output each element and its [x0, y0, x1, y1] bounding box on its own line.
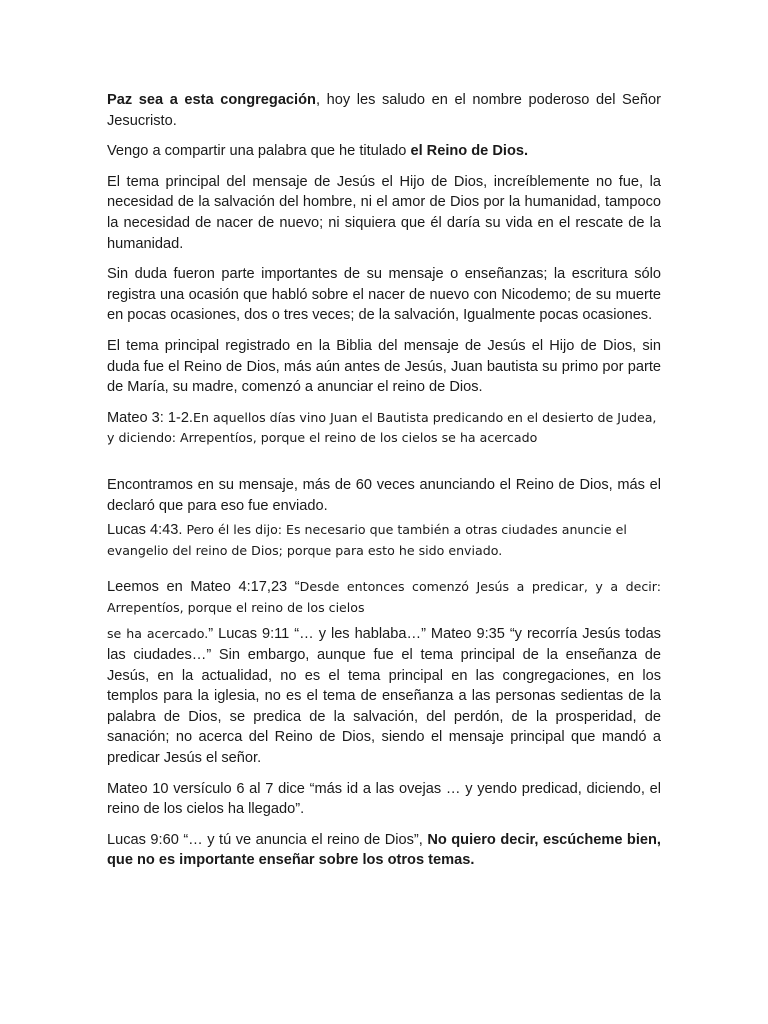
lucas-9-60-text: Lucas 9:60 “… y tú ve anuncia el reino de Dios”,: [107, 831, 428, 848]
sin-embargo-verse: se ha acercado.: [107, 626, 209, 642]
leemos-reference: Leemos en Mateo 4:17,23 “: [107, 579, 300, 596]
paragraph-teachings: Sin duda fueron parte importantes de su mensaje o enseñanzas; la escritura sólo registra una ocasión que habló sobre el nacer de nuevo con Nicodemo; de su muerte en pocas ocasiones, dos o tres veces; de la salvación, Igualmente pocas ocasiones.: [107, 266, 661, 324]
sin-embargo-text: ” Lucas 9:11 “… y les hablaba…” Mateo 9:35 “y recorría Jesús todas las ciudades…” Sin embargo, aunque fue el tema principal de la enseñanza de Jesús, en la actualidad, no es el tema principal en las congregaciones, en los templos para la iglesia, no es el tema de enseñanza a las personas sedientas de la palabra de Dios, se predica de la salvación, del perdón, de la prosperidad, de sanación; no acerca del Reino de Dios, siendo el mensaje principal que mandó a predicar Jesús el señor.: [107, 626, 661, 767]
title-intro-text: Vengo a compartir una palabra que he titulado: [107, 143, 411, 160]
leemos-verse: Desde entonces comenzó Jesús a predicar, y a decir: Arrepentíos, porque el reino de los cielos: [107, 579, 661, 615]
paragraph-lucas-9-60: [107, 830, 661, 871]
paragraph-mateo-3: [107, 408, 661, 449]
title-bold: el Reino de Dios.: [410, 143, 529, 160]
paragraph-lucas-4-43: [107, 520, 661, 561]
paragraph-kingdom-theme: El tema principal registrado en la Biblia del mensaje de Jesús el Hijo de Dios, sin duda fue el Reino de Dios, más aún antes de Jesús, Juan bautista su primo por parte de María, su madre, comenzó a anunciar el reino de Dios.: [107, 337, 661, 396]
paragraph-sin-embargo: [107, 624, 661, 768]
paragraph-mateo-10: Mateo 10 versículo 6 al 7 dice “más id a las ovejas … y yendo predicad, diciendo, el reino de los cielos ha llegado”.: [107, 780, 661, 818]
mateo-3-reference: Mateo 3: 1-2.: [107, 409, 193, 426]
paragraph-title-intro: [107, 141, 661, 162]
greeting-bold: Paz sea a esta congregación: [107, 92, 316, 108]
lucas-9-60-bold: No quiero decir, escúcheme bien, que no es importante enseñar sobre los otros temas.: [107, 831, 661, 869]
paragraph-leemos: [107, 577, 661, 618]
lucas-4-43-reference: Lucas 4:43.: [107, 522, 187, 539]
lucas-4-43-verse: Pero él les dijo: Es necesario que también a otras ciudades anuncie el evangelio del reino de Dios; porque para esto he sido enviado.: [107, 522, 627, 558]
document-body: [107, 90, 661, 881]
paragraph-greeting: [107, 90, 661, 131]
greeting-text: , hoy les saludo en el nombre poderoso del Señor Jesucristo.: [107, 92, 661, 129]
mateo-3-verse: En aquellos días vino Juan el Bautista predicando en el desierto de Judea, y diciendo: Arrepentíos, porque el reino de los cielos se ha acercado: [107, 409, 657, 446]
paragraph-main-theme: El tema principal del mensaje de Jesús el Hijo de Dios, increíblemente no fue, la necesidad de la salvación del hombre, ni el amor de Dios por la humanidad, tampoco la necesidad de nacer de nuevo; ni siquiera que él daría su vida en el rescate de la humanidad.: [107, 173, 661, 252]
paragraph-encontramos: Encontramos en su mensaje, más de 60 veces anunciando el Reino de Dios, más el declaró que para eso fue enviado.: [107, 476, 661, 514]
